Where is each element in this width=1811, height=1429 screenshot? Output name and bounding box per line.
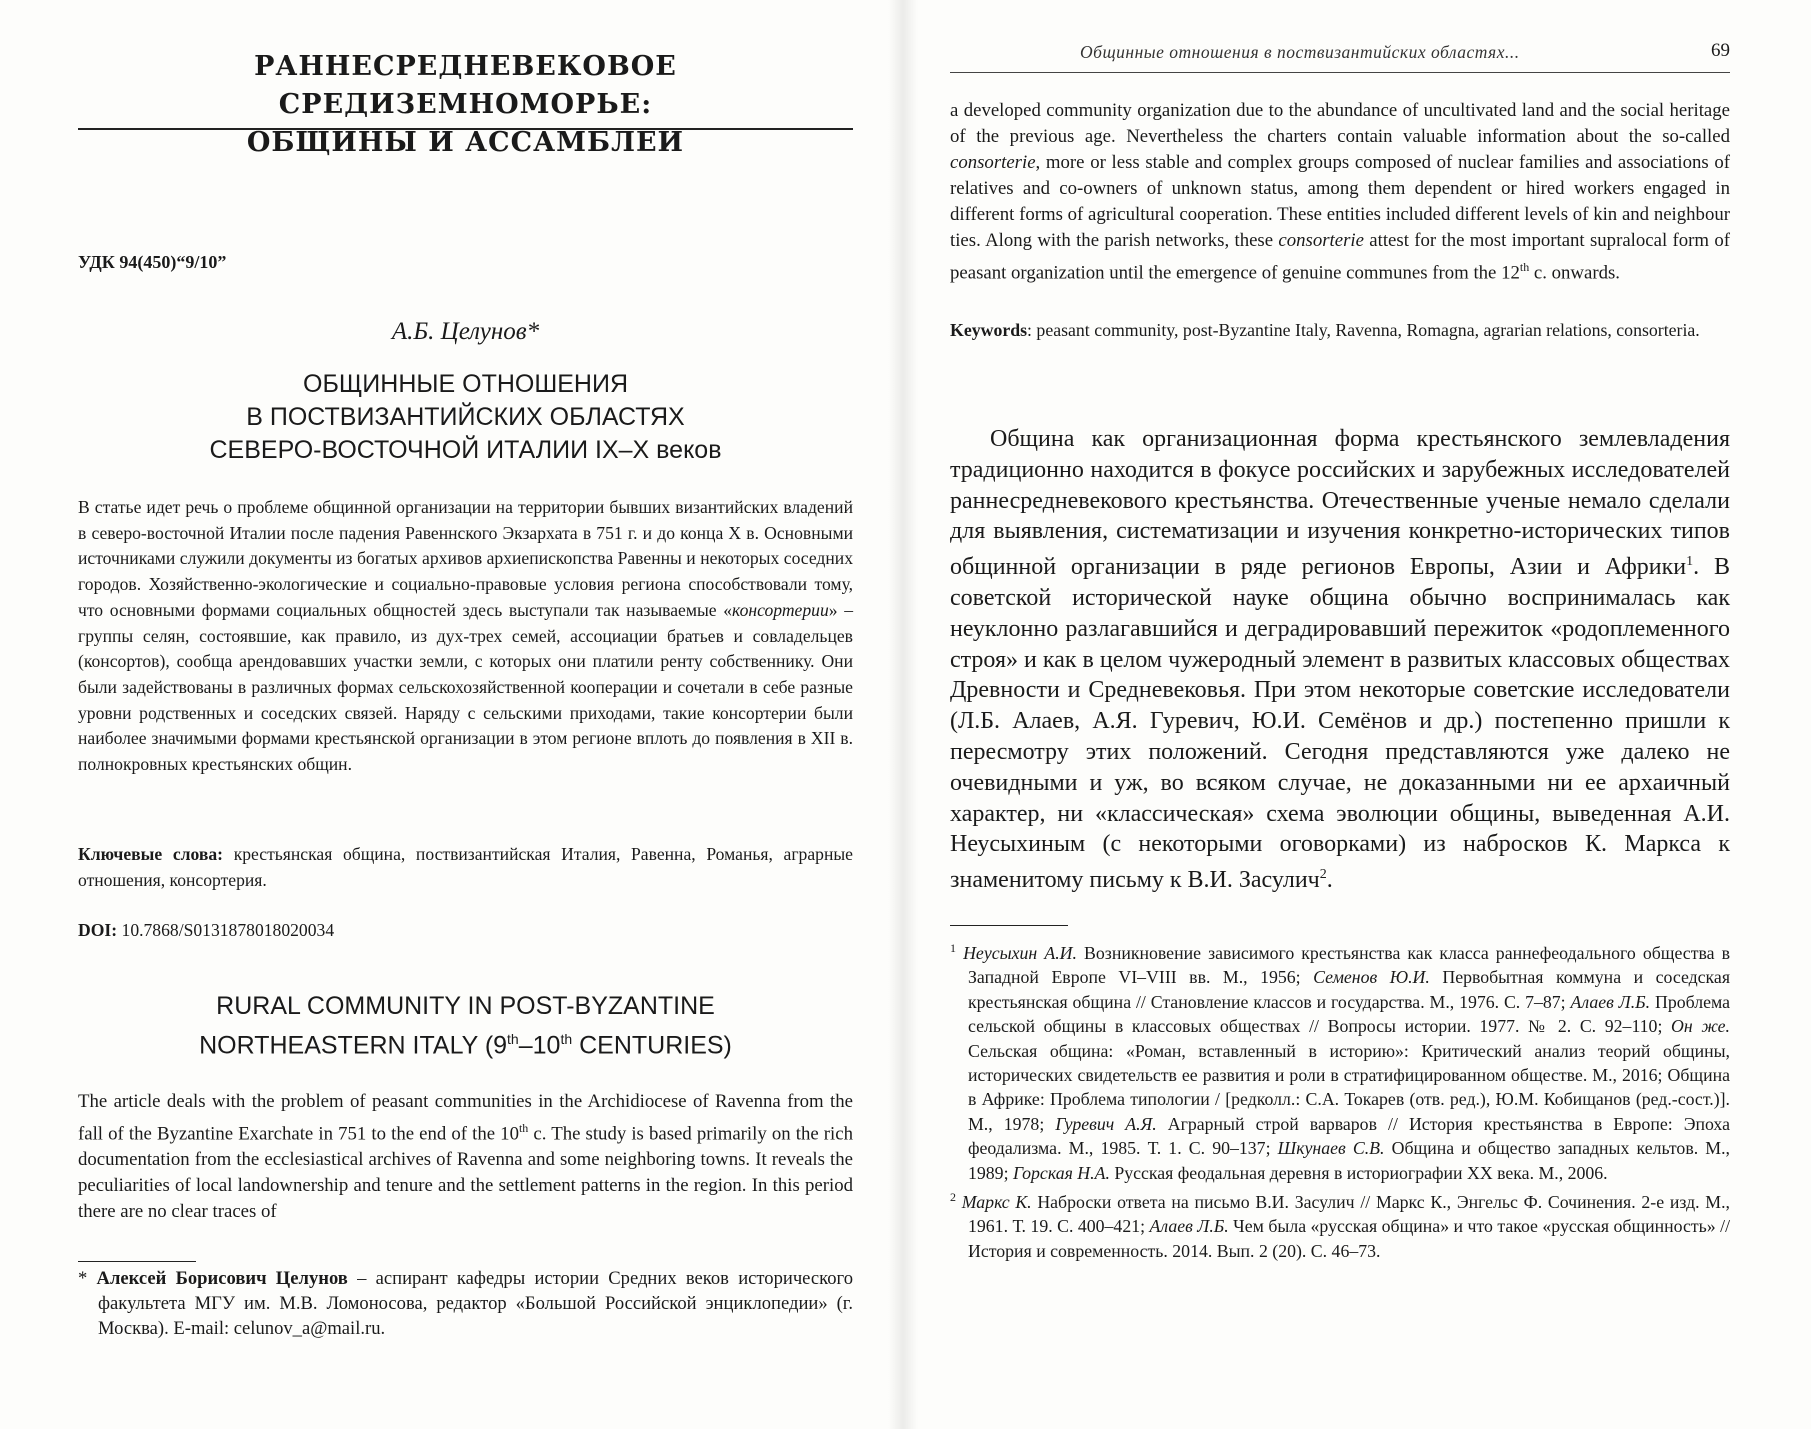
udk-code: УДК 94(450)“9/10”	[78, 252, 227, 272]
footnote-ref-2: 2	[1319, 867, 1327, 883]
keywords-ru: Ключевые слова: крестьянская община, поствизантийская Италия, Равенна, Романья, аграрные отношения, консортерия.	[78, 844, 853, 890]
running-head: Общинные отношения в поствизантийских областях...	[1080, 42, 1520, 62]
footnotes	[950, 936, 1730, 1263]
page-number: 69	[1711, 40, 1730, 61]
section-rule	[78, 128, 853, 130]
body-paragraph: Община как организационная форма крестьянского землевладения традиционно находится в фокусе российских и зарубежных исследователей раннесредневекового крестьянства. Отечественные ученые немало сделали для выявления, систематизации и изучения конкретно-исторических типов общинной организации в ряде регионов Европы, Азии и Африки$^1$. В советской исторической науке община обычно воспринималась как неуклонно разлагавшийся и деградировавший пережиток «родоплеменного строя» и как в целом чужеродный элемент в развитых классовых обществах Древности и Средневековья. При этом некоторые советские исследователи (Л.Б. Алаев, А.Я. Гуревич, Ю.И. Семёнов и др.) постепенно пришли к пересмотру этих положений. Сегодня представляются уже далеко не очевидными и уж, во всяком случае, не доказанными ни ее архаичный характер, ни «классическая» схема эволюции общины, выведенная А.И. Неусыхиным (с некоторыми оговорками) из набросков К. Маркса к знаменитому письму к В.И. Засулич$^2$.	[950, 426, 1730, 894]
header-rule	[950, 72, 1730, 73]
abstract-en-continued: a developed community organization due to the abundance of uncultivated land and the social heritage of the previous age. Nevertheless the charters contain valuable information about the so-called consorterie, more or less stable and complex groups composed of nuclear families and associations of relatives and co-owners of unknown status, among them dependent or hired workers engaged in different forms of agricultural cooperation. These entities included different levels of kin and neighbour ties. Along with the parish networks, these consorterie attest for the most important supralocal form of peasant organization until the emergence of genuine communes from the 12th c. onwards.	[950, 100, 1730, 284]
abstract-en: The article deals with the problem of peasant communities in the Archidiocese of Ravenna from the fall of the Byzantine Exarchate in 751 to the end of the 10th c. The study is based primarily on the rich documentation from the ecclesiastical archives of Ravenna and some neighboring towns. It reveals the peculiarities of local landownership and tenure and the settlement patterns in the region. In this period there are no clear traces of	[78, 1091, 853, 1223]
book-gutter	[888, 0, 918, 1429]
footnote-rule	[950, 925, 1068, 926]
section-heading: РАННЕСРЕДНЕВЕКОВОЕ СРЕДИЗЕМНОМОРЬЕ: ОБЩИНЫ И АССАМБЛЕИ	[246, 51, 685, 158]
doi: DOI: 10.7868/S0131878018020034	[78, 920, 335, 940]
keywords-en: Keywords: peasant community, post-Byzantine Italy, Ravenna, Romagna, agrarian relations, consorteria.	[950, 320, 1700, 340]
footnote-1: $^1$ Неусыхин А.И. Возникновение зависимого крестьянства как класса раннефеодального общества в Западной Европе VI–VIII вв. М., 1956; Семенов Ю.И. Первобытная коммуна и соседская крестьянская община // Становление классов и государства. М., 1976. С. 7–87; Алаев Л.Б. Проблема сельской общины в классовых обществах // Вопросы истории. 1977. № 2. С. 92–110; Он же. Сельская община: «Роман, вставленный в историю»: Критический анализ теорий общины, исторических свидетельств ее развития и роли в стратифицированном обществе. М., 2016; Община в Африке: Проблема типологии / [редколл.: С.А. Токарев (отв. ред.), Ю.М. Кобищанов (ред.-сост.)]. М., 1978; Гуревич А.Я. Аграрный строй варваров // История крестьянства в Европе: Эпоха феодализма. М., 1985. Т. 1. С. 90–137; Шкунаев С.В. Община и общество западных кельтов. М., 1989; Горская Н.А. Русская феодальная деревня в историографии XX века. М., 2006.	[950, 941, 1731, 1183]
author-name: А.Б. Целунов*	[391, 318, 540, 345]
footnote-2: $^2$ Маркс К. Наброски ответа на письмо В.И. Засулич // Маркс К., Энгельс Ф. Сочинения. 2-е изд. М., 1961. Т. 19. С. 400–421; Алаев Л.Б. Чем была «русская община» и что такое «русская общинность» // История и современность. 2014. Вып. 2 (20). С. 46–73.	[950, 1189, 1731, 1261]
abstract-ru: В статье идет речь о проблеме общинной организации на территории бывших византийских владений в северо-восточной Италии после падения Равеннского Экзархата в 751 г. и до конца X в. Основными источниками служили документы из богатых архивов архиепископства Равенны и некоторых соседних городов. Хозяйственно-экологические и социально-правовые условия региона способствовали тому, что основными формами социальных общностей здесь выступали так называемые «консортерии» – группы селян, состоявшие, как правило, из дух-трех семей, ассоциации братьев и совладельцев (консортов), сообща арендовавших участки земли, с которых они платили ренту собственнику. Они были задействованы в различных формах сельскохозяйственной кооперации и сочетали в себе разные уровни родственных и соседских связей. Наряду с сельскими приходами, такие консортерии были наиболее значимыми формами крестьянской организации в этом регионе вплоть до появления в XII в. полнокровных крестьянских общин.	[78, 497, 853, 775]
author-footnote: * Алексей Борисович Целунов – аспирант кафедры истории Средних веков исторического факультета МГУ им. М.В. Ломоносова, редактор «Большой Российской энциклопедии» (г. Москва). E-mail: celunov_a@mail.ru.	[78, 1268, 853, 1339]
article-title-ru: ОБЩИННЫЕ ОТНОШЕНИЯ В ПОСТВИЗАНТИЙСКИХ ОБЛАСТЯХ СЕВЕРО-ВОСТОЧНОЙ ИТАЛИИ IX–X веков	[209, 370, 722, 464]
footnote-rule	[78, 1261, 196, 1262]
footnote-ref-1: 1	[1686, 554, 1694, 570]
article-title-en: RURAL COMMUNITY IN POST-BYZANTINE NORTHEASTERN ITALY (9th–10th CENTURIES)	[199, 992, 732, 1060]
